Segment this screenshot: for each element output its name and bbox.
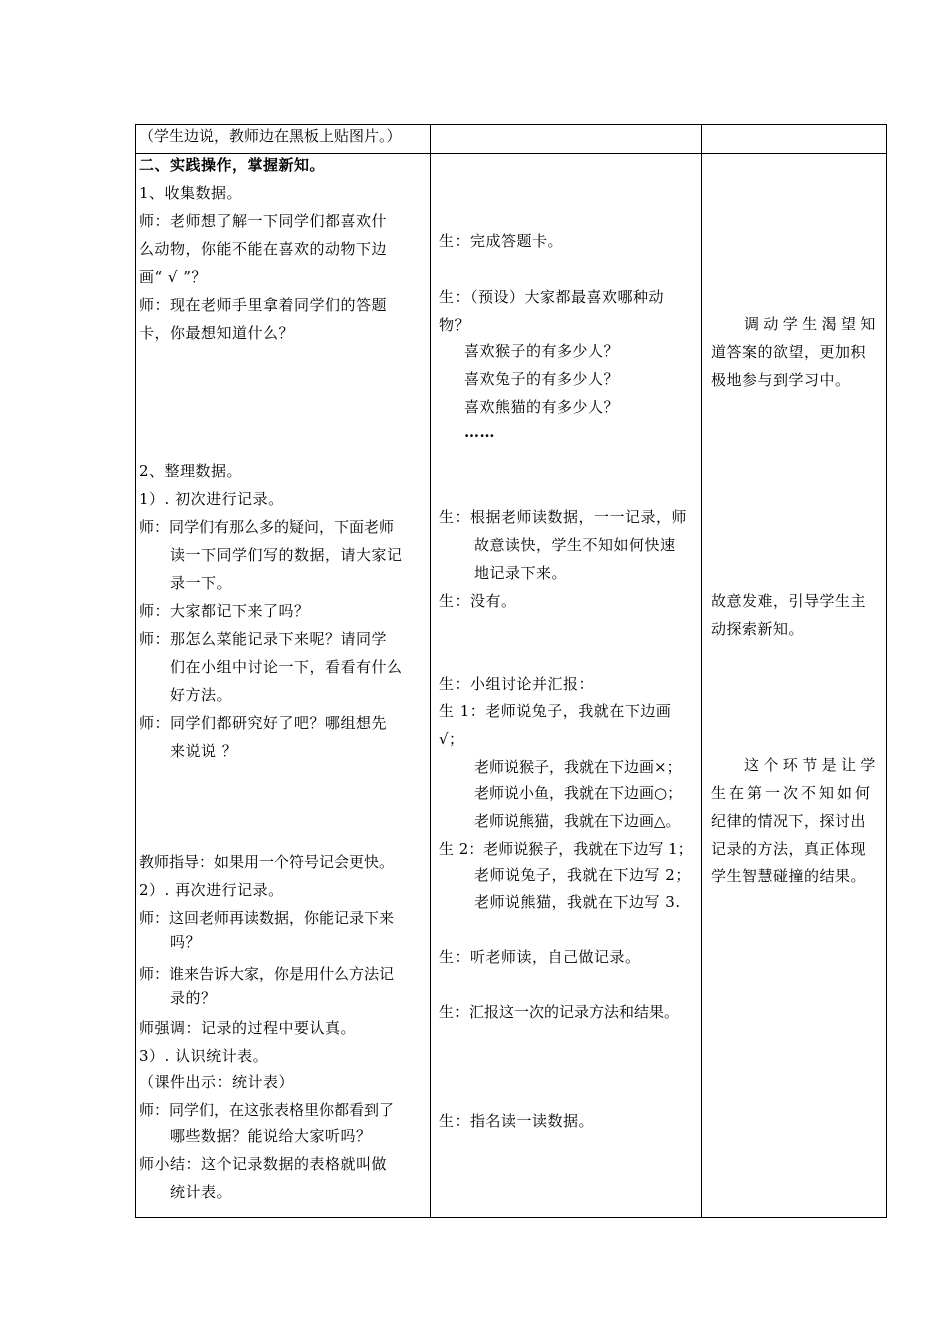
teacher-line: 师：同学们都研究好了吧？哪组想先 (139, 714, 388, 732)
column-divider-1 (430, 124, 431, 1218)
student-line: 老师说熊猫，我就在下边写 3. (474, 893, 681, 911)
ellipsis: …… (464, 423, 495, 441)
design-note: 生在第一次不知如何 (711, 784, 874, 802)
step-heading: 2、整理数据。 (139, 462, 243, 480)
table-border-top (135, 124, 887, 125)
teacher-line: 统计表。 (170, 1183, 233, 1201)
teacher-line: 师强调：记录的过程中要认真。 (139, 1019, 357, 1037)
teacher-line: 师：现在老师手里拿着同学们的答题 (139, 296, 388, 314)
teacher-line: 们在小组中讨论一下，看看有什么 (170, 658, 403, 676)
teacher-guidance: 教师指导：如果用一个符号记会更快。 (139, 853, 395, 871)
design-note: 这个环节是让学 (744, 756, 880, 774)
student-line: 生：（预设）大家都最喜欢哪种动 (439, 288, 665, 306)
student-line: 生：听老师读，自己做记录。 (439, 948, 641, 966)
teacher-line: 哪些数据？能说给大家听吗？ (170, 1127, 372, 1145)
student-question: 喜欢熊猫的有多少人？ (464, 398, 620, 416)
teacher-line: 来说说 ？ (170, 742, 238, 760)
design-note: 道答案的欲望，更加积 (711, 343, 867, 361)
table-border-bottom (135, 1217, 887, 1218)
row-divider (135, 153, 887, 154)
teacher-line: 师：谁来告诉大家，你是用什么方法记 (139, 965, 395, 983)
teacher-line: 师：这回老师再读数据，你能记录下来 (139, 909, 395, 927)
student-line: 生：小组讨论并汇报： (439, 675, 595, 693)
student-line: 老师说猴子，我就在下边画×； (474, 758, 682, 776)
design-note: 学生智慧碰撞的结果。 (711, 867, 867, 885)
teacher-line: 吗？ (170, 933, 202, 951)
student-line: 老师说小鱼，我就在下边画○； (474, 784, 683, 802)
student-question: 喜欢兔子的有多少人？ (464, 370, 620, 388)
design-note: 调动学生渴望知 (744, 315, 880, 333)
student-line: 生 2：老师说猴子，我就在下边写 1； (439, 840, 693, 858)
sub-step-heading: 3）. 认识统计表。 (139, 1047, 269, 1065)
student-line: 生：指名读一读数据。 (439, 1112, 595, 1130)
teacher-line: 录的？ (170, 989, 217, 1007)
teacher-line: 录一下。 (170, 574, 233, 592)
student-line: 生：汇报这一次的记录方法和结果。 (439, 1003, 680, 1021)
student-line: 生 1：老师说兔子，我就在下边画 (439, 702, 672, 720)
student-line: 生：完成答题卡。 (439, 232, 564, 250)
student-line: 故意读快，学生不知如何快速 (474, 536, 676, 554)
teacher-line: 师：大家都记下来了吗？ (139, 602, 310, 620)
teacher-line: 读一下同学们写的数据，请大家记 (170, 546, 403, 564)
step-heading: 1、收集数据。 (139, 184, 243, 202)
section-heading: 二、实践操作，掌握新知。 (139, 156, 326, 174)
teacher-line: 师：同学们，在这张表格里你都看到了 (139, 1101, 395, 1119)
teacher-line: 师：那怎么菜能记录下来呢？请同学 (139, 630, 388, 648)
student-line: 物？ (439, 316, 471, 334)
table-border-right (886, 124, 887, 1218)
teacher-line: 师：老师想了解一下同学们都喜欢什 (139, 212, 388, 230)
courseware-note: （课件出示：统计表） (139, 1073, 295, 1091)
student-line: 老师说兔子，我就在下边写 2； (474, 866, 691, 884)
column-divider-2 (701, 124, 702, 1218)
sub-step-heading: 2）. 再次进行记录。 (139, 881, 284, 899)
board-note-text: （学生边说，教师边在黑板上贴图片。） (139, 127, 402, 145)
student-line: 生：根据老师读数据，一一记录，师 (439, 508, 688, 526)
teacher-line: 画“ √ ”？ (139, 268, 207, 286)
design-note: 纪律的情况下，探讨出 (711, 812, 867, 830)
design-note: 故意发难，引导学生主 (711, 592, 867, 610)
student-line: √； (439, 730, 465, 748)
design-note: 动探索新知。 (711, 620, 805, 638)
teacher-line: 师小结：这个记录数据的表格就叫做 (139, 1155, 388, 1173)
student-line: 生：没有。 (439, 592, 517, 610)
teacher-line: 卡，你最想知道什么？ (139, 324, 295, 342)
teacher-line: 么动物，你能不能在喜欢的动物下边 (139, 240, 388, 258)
teacher-line: 师：同学们有那么多的疑问，下面老师 (139, 518, 395, 536)
student-line: 老师说熊猫，我就在下边画△。 (474, 812, 681, 830)
design-note: 记录的方法，真正体现 (711, 840, 867, 858)
student-line: 地记录下来。 (474, 564, 568, 582)
design-note: 极地参与到学习中。 (711, 371, 851, 389)
teacher-line: 好方法。 (170, 686, 233, 704)
table-border-left (135, 124, 136, 1218)
student-question: 喜欢猴子的有多少人？ (464, 342, 620, 360)
sub-step-heading: 1）. 初次进行记录。 (139, 490, 284, 508)
